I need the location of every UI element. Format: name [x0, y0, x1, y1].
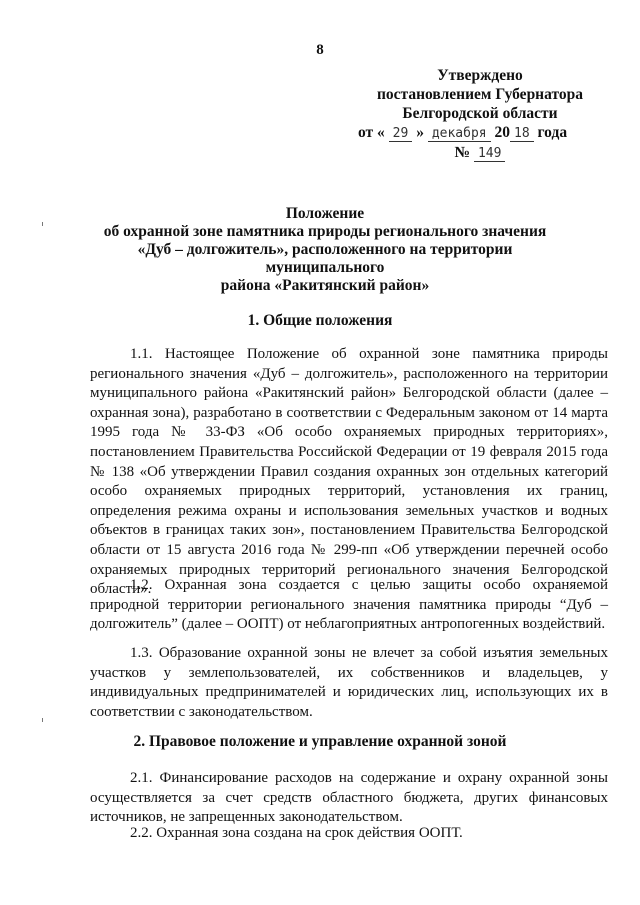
date-year-suffix: 18 — [510, 126, 534, 142]
scan-mark — [42, 718, 43, 722]
section-1-heading: 1. Общие положения — [247, 312, 393, 329]
title-line-1: Положение — [285, 205, 365, 222]
paragraph-1-2: 1.2. Охранная зона создается с целью защиты особо охраняемой природной территории регионального значения памятника природы “Дуб – долгожитель” (далее – ООПТ) от неблагоприятных антропогенных воздействий. — [90, 577, 608, 633]
approval-date — [350, 123, 610, 143]
number-value: 149 — [474, 146, 505, 162]
paragraph-2-2: 2.2. Охранная зона создана на срок действия ООПТ. — [130, 825, 463, 841]
scan-mark — [42, 222, 43, 226]
paragraph-1-3: 1.3. Образование охранной зоны не влечет за собой изъятия земельных участков у землепользователей, их собственников и владельцев, у индивидуальных предпринимателей и юридических лиц, использующих их в соответствии с законодательством. — [90, 645, 608, 720]
paragraph-1-1: 1.1. Настоящее Положение об охранной зоне памятника природы регионального значения «Дуб – долгожитель», расположенного на территории муниципального района «Ракитянский район» Белгородской области (далее – охранная зона), разработано в соответствии с Федеральным законом от 14 марта 1995 года № 33-ФЗ «Об особо охраняемых природных территориях», постановлением Правительства Российской Федерации от 19 февраля 2015 года № 138 «Об утверждении Правил создания охранных зон отдельных категорий особо охраняемых природных территорий, установления их границ, определения режима охраны и использования земельных участков и водных объектов в границах таких зон», постановлением Правительства Белгородской области от 15 августа 2016 года № 299-пп «Об утверждении перечней особо охраняемых природных территорий регионального значения Белгородской области». — [90, 346, 608, 598]
approval-line-2: постановлением Губернатора — [377, 86, 583, 103]
document-title — [100, 205, 550, 295]
date-month: декабря — [428, 126, 491, 142]
title-line-2: об охранной зоне памятника природы регионального значения — [103, 223, 547, 240]
date-day: 29 — [389, 126, 413, 142]
date-year-word: года — [537, 124, 568, 141]
date-mid: » — [416, 124, 424, 141]
paragraph-2-1: 2.1. Финансирование расходов на содержание и охрану охранной зоны осуществляется за счет средств областного бюджета, других финансовых источников, не запрещенных законодательством. — [90, 770, 608, 826]
approval-stamp — [350, 66, 610, 163]
title-line-3: «Дуб – долгожитель», расположенного на территории муниципального — [137, 241, 513, 276]
approval-number — [350, 143, 610, 163]
number-prefix: № — [454, 144, 471, 161]
section-2-heading-wrap — [0, 733, 640, 751]
date-year-prefix: 20 — [494, 124, 510, 141]
title-line-4: района «Ракитянский район» — [220, 277, 430, 294]
section-1-heading-wrap — [0, 312, 640, 330]
approval-line-1: Утверждено — [437, 67, 523, 84]
page-number: 8 — [316, 42, 324, 58]
date-prefix: от « — [358, 124, 385, 141]
section-2-heading: 2. Правовое положение и управление охранной зоной — [133, 733, 507, 750]
approval-line-3: Белгородской области — [402, 105, 558, 122]
